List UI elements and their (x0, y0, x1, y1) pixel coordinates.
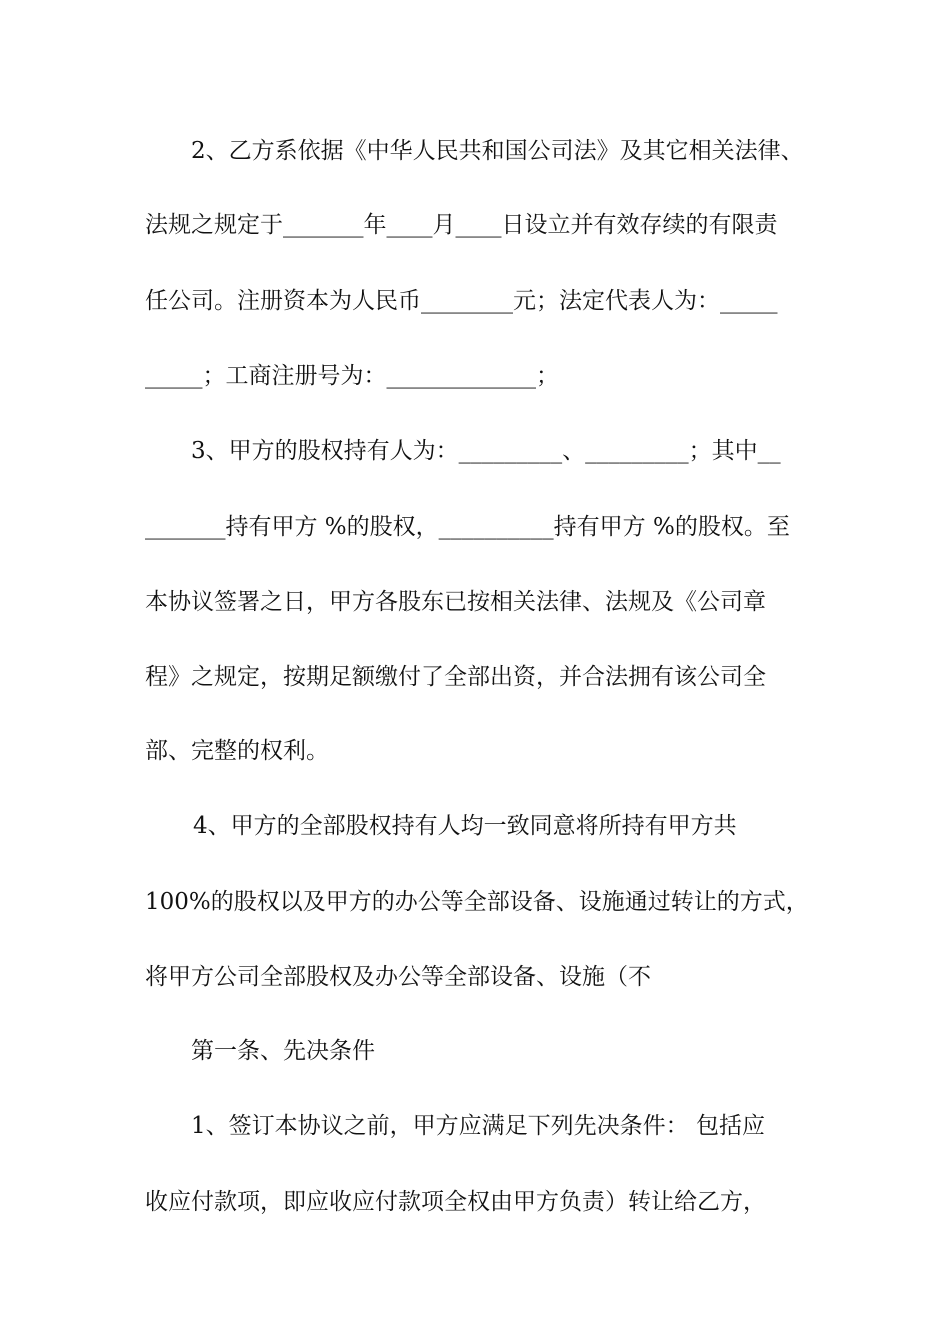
paragraph-2-line-4: _____；工商注册号为：_____________； (145, 363, 559, 389)
paragraph-2-line-1: 2、乙方系依据《中华人民共和国公司法》及其它相关法律、 (191, 138, 804, 164)
paragraph-4-line-3: 将甲方公司全部股权及办公等全部设备、设施（不 (145, 964, 651, 990)
article-1-heading: 第一条、先决条件 (191, 1038, 375, 1064)
article-1-item-1-line-1: 1、签订本协议之前，甲方应满足下列先决条件： 包括应 (191, 1113, 765, 1139)
paragraph-3-line-2: _______持有甲方 %的股权，__________持有甲方 %的股权。至 (145, 514, 790, 540)
article-1-item-1-line-2: 收应付款项，即应收应付款项全权由甲方负责）转让给乙方， (145, 1189, 766, 1215)
paragraph-3-line-3: 本协议签署之日，甲方各股东已按相关法律、法规及《公司章 (145, 589, 766, 615)
paragraph-2-line-3: 任公司。注册资本为人民币________元；法定代表人为：_____ (145, 288, 778, 314)
paragraph-3-line-4: 程》之规定，按期足额缴付了全部出资，并合法拥有该公司全 (145, 664, 766, 690)
paragraph-4-line-1: 4、甲方的全部股权持有人均一致同意将所持有甲方共 (193, 813, 737, 839)
paragraph-3-line-5: 部、完整的权利。 (145, 738, 329, 764)
paragraph-3-line-1: 3、甲方的股权持有人为：_________、_________；其中__ (191, 438, 781, 464)
paragraph-4-line-2: 100%的股权以及甲方的办公等全部设备、设施通过转让的方式， (145, 889, 809, 915)
paragraph-2-line-2: 法规之规定于_______年____月____日设立并有效存续的有限责 (145, 212, 778, 238)
